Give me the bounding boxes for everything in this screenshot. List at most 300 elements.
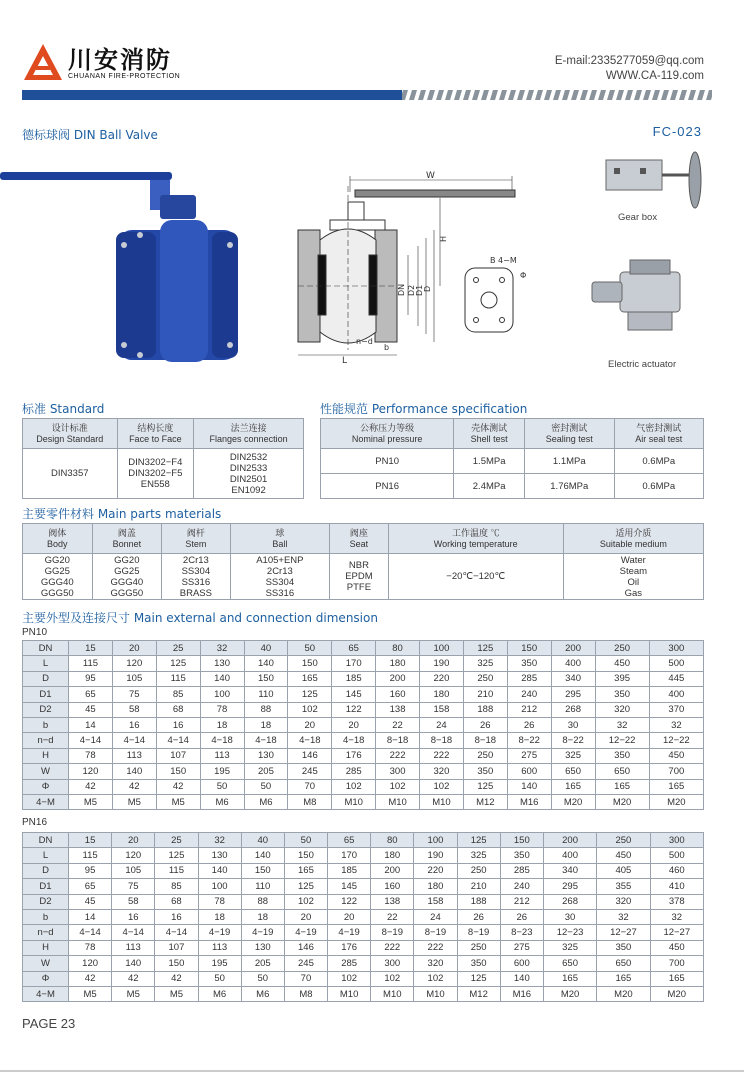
- table-cell: 250: [457, 940, 500, 955]
- table-cell: 24: [414, 909, 457, 924]
- valve-illustrations: [0, 150, 744, 380]
- table-cell: 42: [155, 971, 198, 986]
- standard-title: 标准 Standard: [22, 402, 105, 416]
- table-cell: 395: [595, 671, 649, 686]
- table-cell: 370: [649, 702, 703, 717]
- table-cell: 140: [507, 779, 551, 794]
- table-cell: 70: [284, 971, 327, 986]
- table-cell: 275: [500, 940, 543, 955]
- row-label: D2: [23, 702, 69, 717]
- table-cell: 200: [543, 833, 596, 848]
- table-cell: 120: [69, 764, 113, 779]
- table-cell: 102: [328, 971, 371, 986]
- row-label: b: [23, 717, 69, 732]
- materials-header-2: 阀杆 Stem: [162, 524, 230, 554]
- header-sealing-test: 密封测试 Sealing test: [525, 419, 614, 449]
- table-cell: 450: [595, 656, 649, 671]
- row-label: 4−M: [23, 986, 69, 1001]
- table-cell: 285: [328, 956, 371, 971]
- row-label: n−d: [23, 733, 69, 748]
- table-row: [23, 702, 704, 717]
- table-cell: 222: [371, 940, 414, 955]
- header-face-to-face: 结构长度 Face to Face: [117, 419, 194, 449]
- table-cell: 268: [543, 894, 596, 909]
- table-cell: 8−19: [414, 925, 457, 940]
- table-cell: 145: [328, 879, 371, 894]
- table-cell: 8−22: [507, 733, 551, 748]
- table-cell: 350: [507, 656, 551, 671]
- table-cell: 4−19: [284, 925, 327, 940]
- table-cell: 245: [284, 956, 327, 971]
- table-cell: 12−27: [650, 925, 703, 940]
- contact-info: [555, 54, 704, 84]
- row-label: 4−M: [23, 794, 69, 809]
- table-cell: 165: [284, 863, 327, 878]
- table-cell: 15: [69, 641, 113, 656]
- table-cell: 65: [328, 833, 371, 848]
- table-cell: 250: [457, 863, 500, 878]
- performance-title: 性能规范 Performance specification: [320, 402, 528, 416]
- table-cell: 42: [112, 779, 156, 794]
- table-cell: 150: [284, 848, 327, 863]
- table-cell: 26: [500, 909, 543, 924]
- svg-text:DN: DN: [397, 283, 406, 296]
- table-cell: 110: [244, 687, 288, 702]
- table-row: [23, 986, 704, 1001]
- table-cell: 180: [376, 656, 420, 671]
- table-row: [23, 717, 704, 732]
- table-cell: 20: [288, 717, 332, 732]
- face-to-face-cell: DIN3202−F4 DIN3202−F5 EN558: [117, 449, 194, 499]
- table-cell: 78: [69, 748, 113, 763]
- table-cell: 30: [543, 909, 596, 924]
- table-cell: 50: [244, 779, 288, 794]
- table-cell: 400: [543, 848, 596, 863]
- table-cell: 88: [241, 894, 284, 909]
- table-cell: 350: [595, 687, 649, 702]
- table-cell: 150: [155, 956, 198, 971]
- table-cell: 42: [69, 779, 113, 794]
- section-drawing: [298, 171, 526, 366]
- table-cell: 70: [288, 779, 332, 794]
- table-cell: 20: [328, 909, 371, 924]
- table-cell: 140: [500, 971, 543, 986]
- table-cell: 14: [69, 909, 112, 924]
- table-cell: 450: [650, 940, 703, 955]
- table-cell: 26: [463, 717, 507, 732]
- table-cell: 30: [551, 717, 595, 732]
- table-cell: 285: [332, 764, 376, 779]
- table-cell: 78: [200, 702, 244, 717]
- table-cell: 18: [200, 717, 244, 732]
- table-row: [23, 656, 704, 671]
- table-cell: 75: [112, 687, 156, 702]
- table-cell: 165: [597, 971, 650, 986]
- table-cell: M20: [649, 794, 703, 809]
- table-cell: M6: [198, 986, 241, 1001]
- table-cell: 105: [112, 863, 155, 878]
- table-cell: 650: [543, 956, 596, 971]
- table-cell: 325: [463, 656, 507, 671]
- svg-text:D1: D1: [415, 284, 424, 296]
- svg-text:H: H: [439, 235, 448, 242]
- table-cell: 50: [241, 971, 284, 986]
- table-cell: 50: [288, 641, 332, 656]
- table-row: [23, 940, 704, 955]
- table-row: [23, 687, 704, 702]
- table-cell: 158: [414, 894, 457, 909]
- table-cell: 222: [376, 748, 420, 763]
- table-cell: 165: [551, 779, 595, 794]
- table-cell: 195: [198, 956, 241, 971]
- table-cell: 102: [414, 971, 457, 986]
- table-cell: 125: [457, 833, 500, 848]
- table-cell: 12−23: [543, 925, 596, 940]
- table-cell: 320: [597, 894, 650, 909]
- table-cell: M10: [414, 986, 457, 1001]
- table-cell: 107: [156, 748, 200, 763]
- table-cell: 125: [284, 879, 327, 894]
- table-cell: 80: [376, 641, 420, 656]
- table-cell: M12: [463, 794, 507, 809]
- materials-header-3: 球 Ball: [230, 524, 330, 554]
- table-cell: 113: [112, 940, 155, 955]
- logo-english: CHUANAN FIRE-PROTECTION: [68, 72, 181, 80]
- table-cell: M10: [328, 986, 371, 1001]
- table-cell: 78: [69, 940, 112, 955]
- table-cell: 325: [457, 848, 500, 863]
- pn10-dimension-table: [22, 640, 704, 810]
- table-cell: 40: [244, 641, 288, 656]
- table-cell: 180: [371, 848, 414, 863]
- table-cell: 100: [198, 879, 241, 894]
- table-cell: 26: [507, 717, 551, 732]
- row-label: H: [23, 748, 69, 763]
- table-cell: 325: [543, 940, 596, 955]
- table-cell: 45: [69, 702, 113, 717]
- table-cell: 350: [463, 764, 507, 779]
- table-cell: M10: [371, 986, 414, 1001]
- table-cell: 450: [649, 748, 703, 763]
- table-cell: 222: [420, 748, 464, 763]
- table-cell: M20: [597, 986, 650, 1001]
- row-label: n−d: [23, 925, 69, 940]
- table-cell: 115: [155, 863, 198, 878]
- table-cell: 460: [650, 863, 703, 878]
- table-cell: 350: [597, 940, 650, 955]
- table-cell: 4−19: [241, 925, 284, 940]
- performance-table: [320, 418, 704, 499]
- materials-header-5: 工作温度 ℃ Working temperature: [388, 524, 563, 554]
- table-cell: 8−19: [371, 925, 414, 940]
- table-cell: 160: [371, 879, 414, 894]
- table-cell: 110: [241, 879, 284, 894]
- row-label: W: [23, 764, 69, 779]
- table-cell: 4−18: [244, 733, 288, 748]
- table-cell: M10: [332, 794, 376, 809]
- table-cell: 100: [200, 687, 244, 702]
- table-cell: 158: [420, 702, 464, 717]
- table-cell: 80: [371, 833, 414, 848]
- table-cell: 20: [112, 833, 155, 848]
- table-cell: 58: [112, 702, 156, 717]
- table-cell: 210: [463, 687, 507, 702]
- table-cell: 16: [112, 717, 156, 732]
- table-row: [23, 833, 704, 848]
- table-cell: 180: [420, 687, 464, 702]
- table-cell: 275: [507, 748, 551, 763]
- table-cell: M10: [420, 794, 464, 809]
- table-cell: 22: [371, 909, 414, 924]
- table-cell: 32: [597, 909, 650, 924]
- materials-header-4: 阀座 Seat: [330, 524, 389, 554]
- table-cell: 25: [155, 833, 198, 848]
- svg-text:b: b: [384, 343, 390, 352]
- table-cell: 205: [241, 956, 284, 971]
- electric-actuator-drawing: [592, 260, 680, 370]
- table-cell: 220: [414, 863, 457, 878]
- table-cell: 85: [155, 879, 198, 894]
- svg-text:D2: D2: [407, 284, 416, 296]
- table-cell: 350: [457, 956, 500, 971]
- table-cell: 245: [288, 764, 332, 779]
- table-row: [23, 848, 704, 863]
- table-cell: 150: [156, 764, 200, 779]
- table-cell: 300: [371, 956, 414, 971]
- header-nominal-pressure: 公称压力等级 Nominal pressure: [321, 419, 454, 449]
- gear-box-drawing: [606, 152, 701, 223]
- materials-cell-3: A105+ENP 2Cr13 SS304 SS316: [230, 554, 330, 600]
- table-cell: 20: [284, 909, 327, 924]
- table-cell: 102: [420, 779, 464, 794]
- dimensions-title: 主要外型及连接尺寸 Main external and connection dimension: [22, 611, 378, 625]
- table-cell: M12: [457, 986, 500, 1001]
- table-cell: 185: [332, 671, 376, 686]
- table-cell: 12−22: [649, 733, 703, 748]
- table-cell: 65: [69, 879, 112, 894]
- table-row: [23, 764, 704, 779]
- table-cell: 200: [551, 641, 595, 656]
- table-cell: 140: [244, 656, 288, 671]
- table-cell: 212: [500, 894, 543, 909]
- table-cell: 12−22: [595, 733, 649, 748]
- svg-text:Φ: Φ: [520, 271, 527, 280]
- model-number: FC-023: [652, 124, 702, 139]
- table-cell: 88: [244, 702, 288, 717]
- table-cell: 100: [414, 833, 457, 848]
- table-cell: 600: [507, 764, 551, 779]
- table-cell: 185: [328, 863, 371, 878]
- table-cell: M8: [284, 986, 327, 1001]
- footer-line: [0, 1070, 744, 1072]
- table-row: [23, 779, 704, 794]
- materials-cell-0: GG20 GG25 GGG40 GGG50: [23, 554, 93, 600]
- svg-text:D: D: [423, 285, 432, 292]
- table-cell: 122: [332, 702, 376, 717]
- table-cell: 340: [551, 671, 595, 686]
- table-cell: 8−23: [500, 925, 543, 940]
- table-cell: 15: [69, 833, 112, 848]
- table-cell: 210: [457, 879, 500, 894]
- table-cell: 4−18: [200, 733, 244, 748]
- table-cell: 120: [112, 848, 155, 863]
- table-cell: 150: [244, 671, 288, 686]
- table-row: PN16 2.4MPa 1.76MPa 0.6MPa: [321, 474, 704, 499]
- svg-text:B 4−M: B 4−M: [490, 256, 517, 265]
- table-cell: 18: [241, 909, 284, 924]
- table-cell: M8: [288, 794, 332, 809]
- table-cell: 190: [420, 656, 464, 671]
- table-cell: 240: [507, 687, 551, 702]
- table-cell: 700: [650, 956, 703, 971]
- table-cell: 165: [288, 671, 332, 686]
- table-cell: M6: [200, 794, 244, 809]
- table-cell: 18: [198, 909, 241, 924]
- materials-header-0: 阀体 Body: [23, 524, 93, 554]
- table-cell: 125: [288, 687, 332, 702]
- table-cell: 138: [371, 894, 414, 909]
- materials-table: [22, 523, 704, 600]
- table-cell: 250: [595, 641, 649, 656]
- table-cell: 170: [328, 848, 371, 863]
- table-cell: 165: [543, 971, 596, 986]
- row-label: D2: [23, 894, 69, 909]
- svg-text:W: W: [426, 171, 435, 181]
- materials-cell-2: 2Cr13 SS304 SS316 BRASS: [162, 554, 230, 600]
- table-cell: 85: [156, 687, 200, 702]
- table-cell: 300: [376, 764, 420, 779]
- table-cell: 113: [200, 748, 244, 763]
- table-cell: 130: [198, 848, 241, 863]
- table-cell: 100: [420, 641, 464, 656]
- table-cell: M20: [551, 794, 595, 809]
- row-label: D1: [23, 687, 69, 702]
- table-cell: 95: [69, 671, 113, 686]
- materials-cell-4: NBR EPDM PTFE: [330, 554, 389, 600]
- row-label: DN: [23, 833, 69, 848]
- table-cell: 4−19: [198, 925, 241, 940]
- electric-actuator-caption: Electric actuator: [608, 359, 677, 370]
- table-cell: 42: [112, 971, 155, 986]
- email-text: E-mail:2335277059@qq.com: [554, 55, 704, 67]
- table-cell: 16: [155, 909, 198, 924]
- table-row: [23, 971, 704, 986]
- table-cell: 45: [69, 894, 112, 909]
- svg-text:n−d: n−d: [356, 337, 373, 346]
- table-cell: 125: [463, 779, 507, 794]
- table-cell: 285: [500, 863, 543, 878]
- table-cell: 125: [156, 656, 200, 671]
- row-label: D: [23, 671, 69, 686]
- table-row: [23, 879, 704, 894]
- table-cell: 378: [650, 894, 703, 909]
- table-cell: 8−22: [551, 733, 595, 748]
- table-cell: 325: [551, 748, 595, 763]
- materials-title: 主要零件材料 Main parts materials: [22, 507, 222, 521]
- product-title-row: [22, 124, 712, 144]
- table-cell: M6: [241, 986, 284, 1001]
- table-cell: 145: [332, 687, 376, 702]
- table-cell: 122: [328, 894, 371, 909]
- table-cell: 140: [112, 956, 155, 971]
- row-label: D1: [23, 879, 69, 894]
- table-cell: 102: [332, 779, 376, 794]
- table-cell: 195: [200, 764, 244, 779]
- table-cell: 42: [69, 971, 112, 986]
- table-cell: M20: [543, 986, 596, 1001]
- table-cell: 95: [69, 863, 112, 878]
- table-cell: 4−14: [69, 925, 112, 940]
- materials-cell-5: −20℃−120℃: [388, 554, 563, 600]
- table-cell: 32: [198, 833, 241, 848]
- table-cell: 25: [156, 641, 200, 656]
- table-cell: 4−14: [156, 733, 200, 748]
- row-label: DN: [23, 641, 69, 656]
- table-cell: 130: [244, 748, 288, 763]
- table-cell: 32: [595, 717, 649, 732]
- table-cell: 113: [198, 940, 241, 955]
- row-label: b: [23, 909, 69, 924]
- table-cell: 22: [376, 717, 420, 732]
- table-cell: 115: [156, 671, 200, 686]
- table-cell: 140: [198, 863, 241, 878]
- row-label: W: [23, 956, 69, 971]
- row-label: Φ: [23, 779, 69, 794]
- table-cell: 102: [376, 779, 420, 794]
- table-cell: 165: [650, 971, 703, 986]
- table-cell: 18: [244, 717, 288, 732]
- table-cell: 355: [597, 879, 650, 894]
- table-cell: M5: [155, 986, 198, 1001]
- table-cell: 165: [595, 779, 649, 794]
- table-cell: 295: [551, 687, 595, 702]
- table-cell: M5: [112, 986, 155, 1001]
- table-row: [23, 641, 704, 656]
- table-cell: 138: [376, 702, 420, 717]
- table-cell: 150: [500, 833, 543, 848]
- table-cell: 320: [420, 764, 464, 779]
- header-air-seal-test: 气密封测试 Air seal test: [614, 419, 703, 449]
- table-cell: 42: [156, 779, 200, 794]
- table-cell: 650: [551, 764, 595, 779]
- table-cell: 650: [597, 956, 650, 971]
- table-cell: 68: [155, 894, 198, 909]
- table-cell: 32: [650, 909, 703, 924]
- table-cell: 600: [500, 956, 543, 971]
- table-cell: M16: [500, 986, 543, 1001]
- table-cell: 115: [69, 656, 113, 671]
- table-cell: 212: [507, 702, 551, 717]
- table-cell: 125: [463, 641, 507, 656]
- table-cell: 200: [371, 863, 414, 878]
- table-cell: 190: [414, 848, 457, 863]
- table-cell: 320: [595, 702, 649, 717]
- table-cell: 4−14: [112, 733, 156, 748]
- table-cell: 40: [241, 833, 284, 848]
- table-cell: 20: [112, 641, 156, 656]
- table-cell: 68: [156, 702, 200, 717]
- table-cell: 295: [543, 879, 596, 894]
- table-cell: 102: [284, 894, 327, 909]
- table-cell: 650: [595, 764, 649, 779]
- table-cell: 220: [420, 671, 464, 686]
- table-row: [23, 733, 704, 748]
- table-cell: 125: [155, 848, 198, 863]
- table-row: [23, 956, 704, 971]
- table-cell: 450: [597, 848, 650, 863]
- table-cell: 4−14: [69, 733, 113, 748]
- table-cell: 222: [414, 940, 457, 955]
